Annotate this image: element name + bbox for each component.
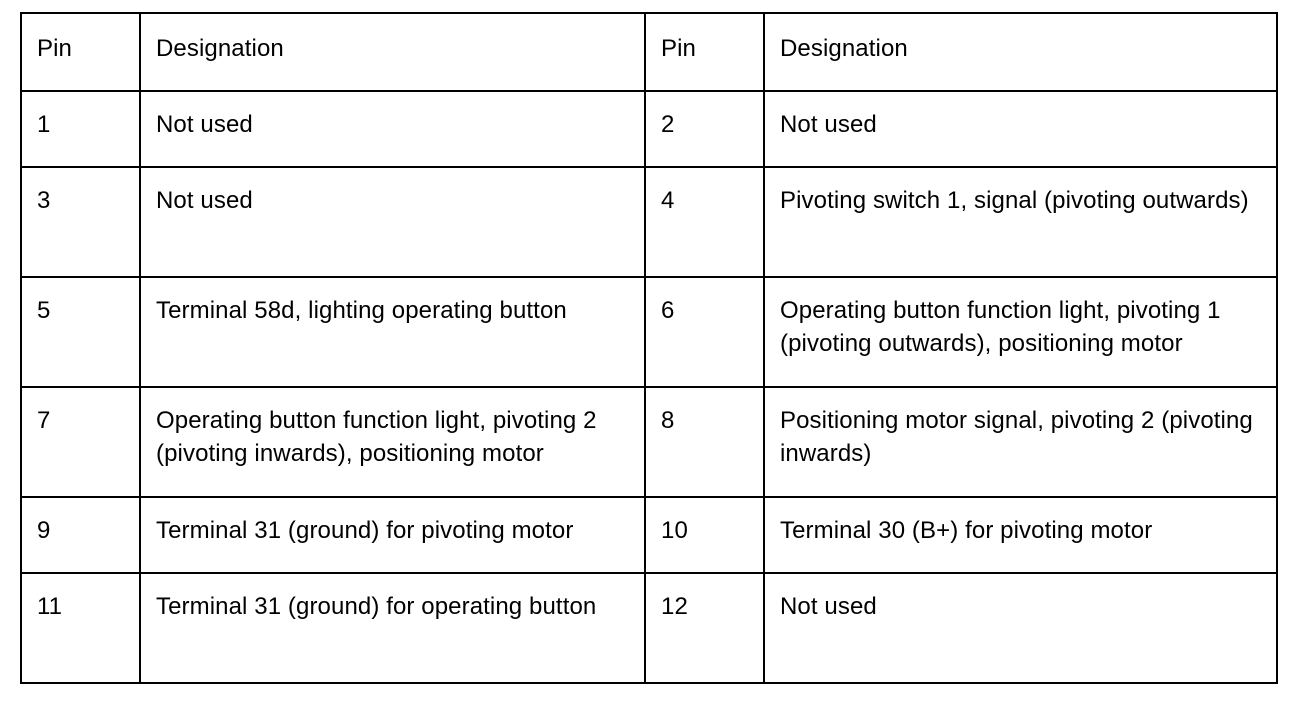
- pin-cell: 12: [645, 573, 764, 683]
- pin-cell: 4: [645, 167, 764, 277]
- pin-cell: 2: [645, 91, 764, 167]
- pin-cell: 9: [21, 497, 140, 573]
- header-designation-right: Designation: [764, 13, 1277, 91]
- pin-cell: 3: [21, 167, 140, 277]
- table-row: [21, 167, 1277, 277]
- designation-cell: Positioning motor signal, pivoting 2 (pivoting inwards): [764, 387, 1277, 497]
- designation-cell: Operating button function light, pivoting 2 (pivoting inwards), positioning motor: [140, 387, 645, 497]
- pin-cell: 5: [21, 277, 140, 387]
- pin-cell: 8: [645, 387, 764, 497]
- table-row: [21, 277, 1277, 387]
- pin-designation-table: [20, 12, 1278, 684]
- header-designation-left: Designation: [140, 13, 645, 91]
- designation-cell: Terminal 31 (ground) for pivoting motor: [140, 497, 645, 573]
- table-row: [21, 497, 1277, 573]
- pin-cell: 7: [21, 387, 140, 497]
- designation-cell: Not used: [764, 573, 1277, 683]
- designation-cell: Pivoting switch 1, signal (pivoting outwards): [764, 167, 1277, 277]
- pin-cell: 6: [645, 277, 764, 387]
- table-header-row: [21, 13, 1277, 91]
- pin-cell: 10: [645, 497, 764, 573]
- pin-cell: 11: [21, 573, 140, 683]
- designation-cell: Not used: [764, 91, 1277, 167]
- designation-cell: Operating button function light, pivoting 1 (pivoting outwards), positioning motor: [764, 277, 1277, 387]
- header-pin-left: Pin: [21, 13, 140, 91]
- designation-cell: Terminal 30 (B+) for pivoting motor: [764, 497, 1277, 573]
- table-row: [21, 91, 1277, 167]
- designation-cell: Terminal 58d, lighting operating button: [140, 277, 645, 387]
- header-pin-right: Pin: [645, 13, 764, 91]
- table-row: [21, 573, 1277, 683]
- designation-cell: Not used: [140, 91, 645, 167]
- designation-cell: Terminal 31 (ground) for operating button: [140, 573, 645, 683]
- pin-cell: 1: [21, 91, 140, 167]
- table-row: [21, 387, 1277, 497]
- designation-cell: Not used: [140, 167, 645, 277]
